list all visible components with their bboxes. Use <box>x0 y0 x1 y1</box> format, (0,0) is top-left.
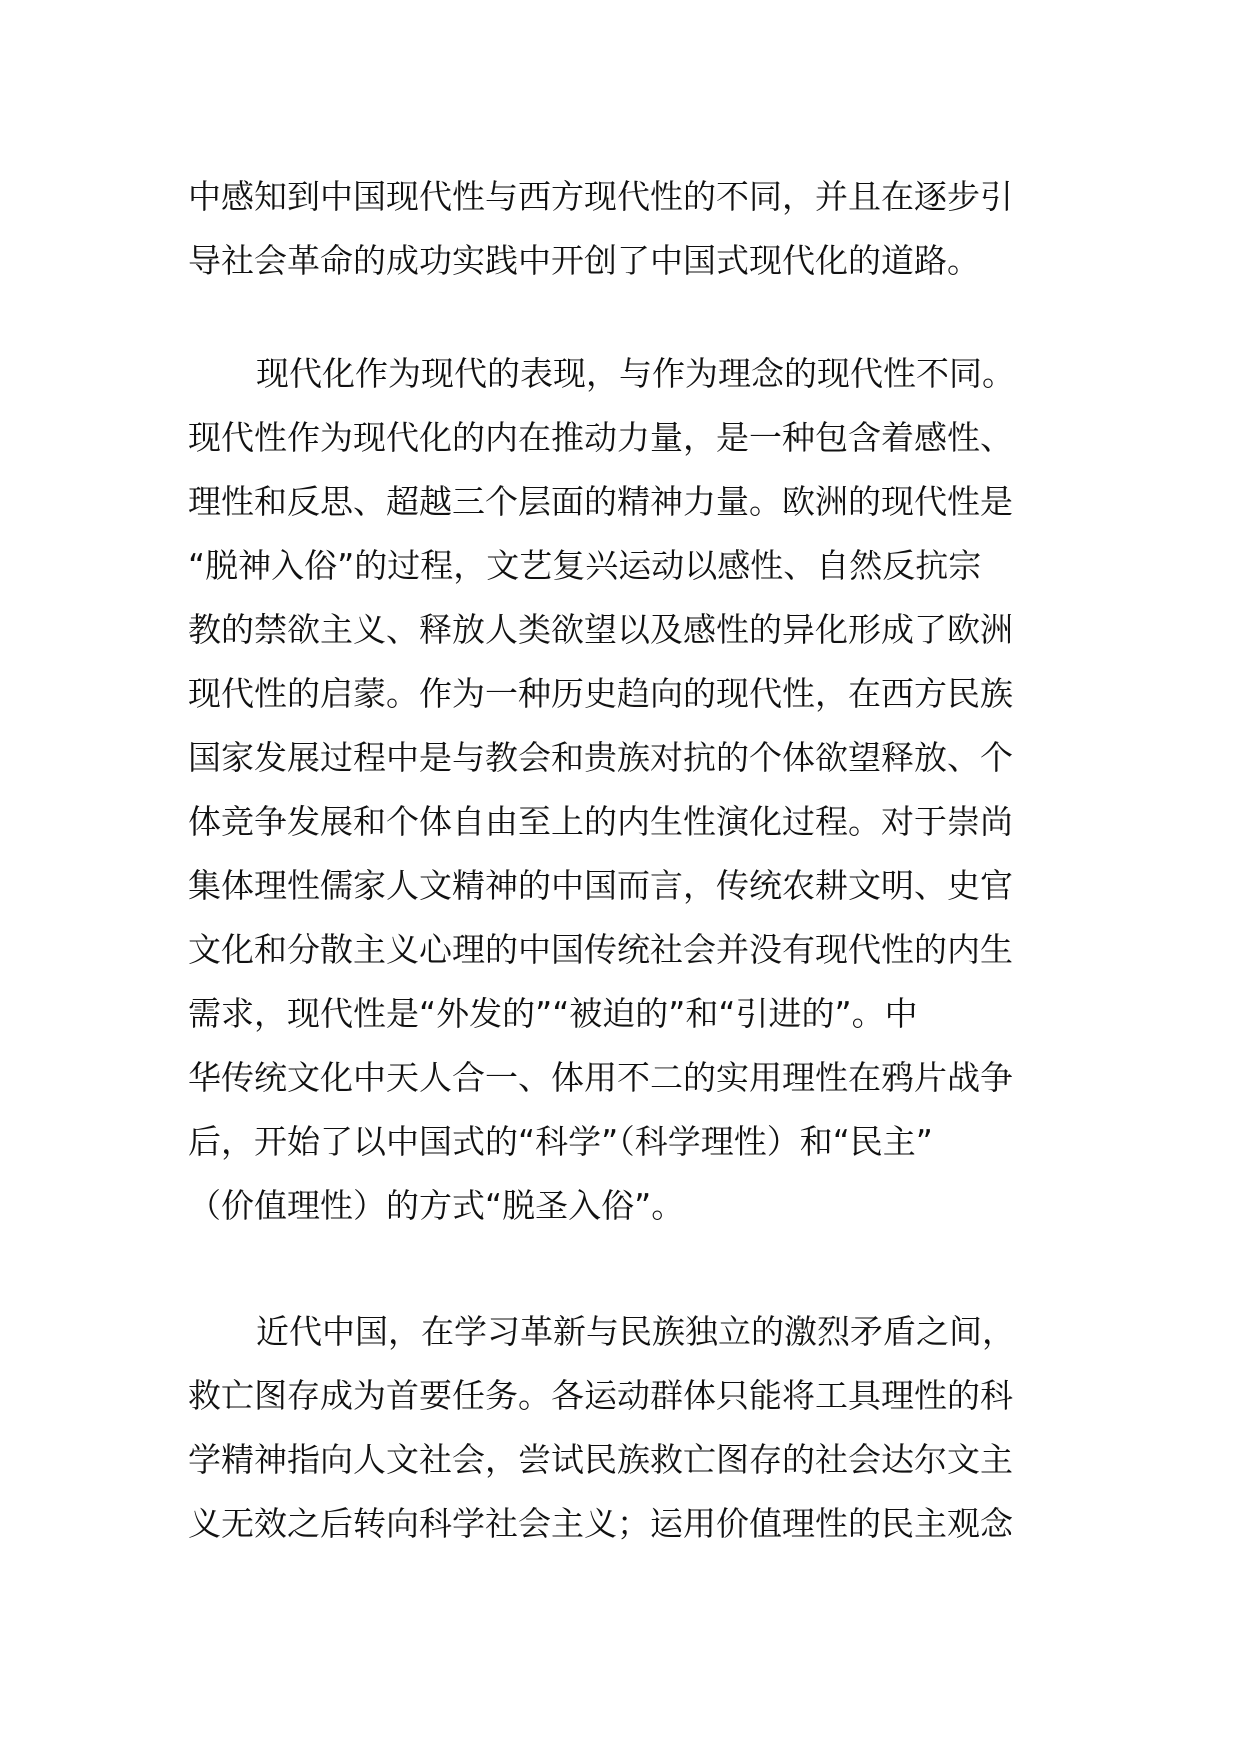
text-line: 国家发展过程中是与教会和贵族对抗的个体欲望释放、个 <box>188 738 1013 777</box>
paragraph-3 <box>188 1300 1028 1556</box>
text-line: （价值理性）的方式“脱圣入俗”。 <box>188 1186 685 1225</box>
text-line: 华传统文化中天人合一、体用不二的实用理性在鸦片战争 <box>188 1058 1013 1097</box>
text-line: 教的禁欲主义、释放人类欲望以及感性的异化形成了欧洲 <box>188 610 1013 649</box>
text-line: 现代性的启蒙。作为一种历史趋向的现代性，在西方民族 <box>188 674 1013 713</box>
text-line: 文化和分散主义心理的中国传统社会并没有现代性的内生 <box>188 930 1013 969</box>
paragraph-2 <box>188 342 1028 1238</box>
paragraph-1 <box>188 165 1028 293</box>
text-line: 集体理性儒家人文精神的中国而言，传统农耕文明、史官 <box>188 866 1013 905</box>
text-line: 现代化作为现代的表现，与作为理念的现代性不同。 <box>256 354 1015 393</box>
text-line: 理性和反思、超越三个层面的精神力量。欧洲的现代性是 <box>188 482 1013 521</box>
text-line: 后，开始了以中国式的“科学”（科学理性）和“民主” <box>188 1122 933 1161</box>
text-line: 学精神指向人文社会，尝试民族救亡图存的社会达尔文主 <box>188 1440 1013 1479</box>
text-line: 导社会革命的成功实践中开创了中国式现代化的道路。 <box>188 241 980 280</box>
text-line: 义无效之后转向科学社会主义；运用价值理性的民主观念 <box>188 1504 1013 1543</box>
text-line: 需求，现代性是“外发的”“被迫的”和“引进的”。中 <box>188 994 918 1033</box>
text-line: “脱神入俗”的过程，文艺复兴运动以感性、自然反抗宗 <box>188 546 982 585</box>
text-line: 体竞争发展和个体自由至上的内生性演化过程。对于崇尚 <box>188 802 1013 841</box>
text-line: 近代中国，在学习革新与民族独立的激烈矛盾之间， <box>256 1312 1015 1351</box>
text-line: 救亡图存成为首要任务。各运动群体只能将工具理性的科 <box>188 1376 1013 1415</box>
text-line: 现代性作为现代化的内在推动力量，是一种包含着感性、 <box>188 418 1013 457</box>
text-line: 中感知到中国现代性与西方现代性的不同，并且在逐步引 <box>188 177 1013 216</box>
